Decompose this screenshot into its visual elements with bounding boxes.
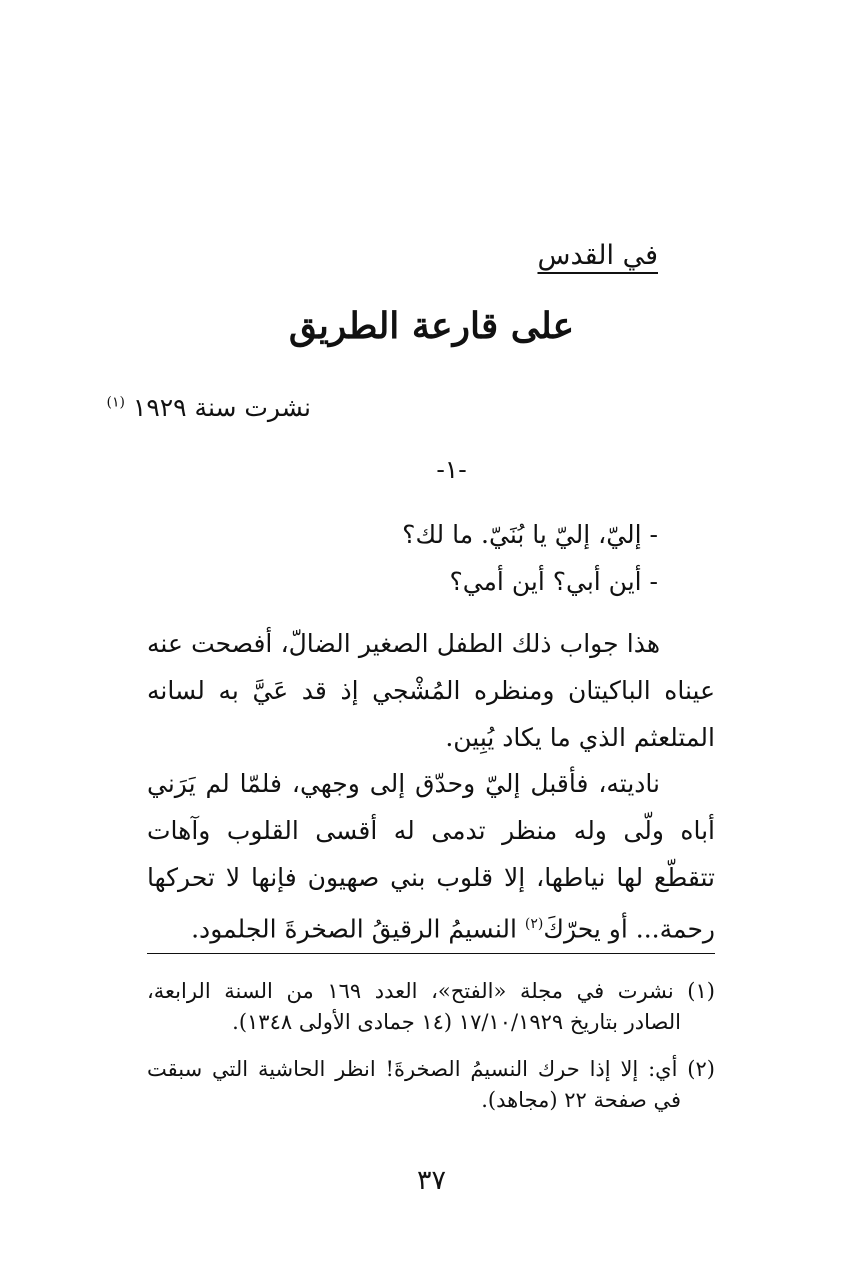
footnote-1: (١) نشرت في مجلة «الفتح»، العدد ١٦٩ من السنة الرابعة، الصادر بتاريخ ١٧/١٠/١٩٢٩ (١٤ جمادى الأولى ١٣٤٨). xyxy=(147,979,715,1034)
page-number: ٣٧ xyxy=(416,1165,446,1196)
paragraph-2 xyxy=(147,760,715,952)
dialogue-line-2: - أين أبي؟ أين أمي؟ xyxy=(449,567,658,596)
footnote-ref-2: (٢) xyxy=(524,916,544,932)
paragraph-1: هذا جواب ذلك الطفل الصغير الضالّ، أفصحت عنه عيناه الباكيتان ومنظره المُشْجي إذ قد عَيَّ به لسانه المتلعثم الذي ما يكاد يُبِين. xyxy=(147,629,715,752)
footnote-divider xyxy=(147,953,715,954)
footnote-ref-1: (١) xyxy=(106,394,125,411)
chapter-title: على قارعة الطريق xyxy=(288,305,575,347)
paragraph-2-text-b: النسيمُ الرقيقُ الصخرةَ الجلمود. xyxy=(191,914,525,944)
dialogue-line-1: - إليّ، إليّ يا بُنَيّ. ما لك؟ xyxy=(402,520,658,549)
paragraph-2-text-a: ناديته، فأقبل إليّ وحدّق إلى وجهي، فلمّا لم يَرَني أباه ولّى وله منظر تدمى له أقسى القلوب وآهات تتقطّع لها نياطها، إلا قلوب بني صهيون فإنها لا تحركها رحمة... أو يحرّكَ xyxy=(147,769,715,944)
section-label: في القدس xyxy=(537,240,658,271)
publication-note-text: نشرت سنة ١٩٢٩ xyxy=(132,393,311,422)
publication-note xyxy=(106,393,311,422)
part-number: -١- xyxy=(436,455,467,484)
footnote-2: (٢) أي: إلا إذا حرك النسيمُ الصخرةَ! انظر الحاشية التي سبقت في صفحة ٢٢ (مجاهد). xyxy=(147,1057,715,1112)
